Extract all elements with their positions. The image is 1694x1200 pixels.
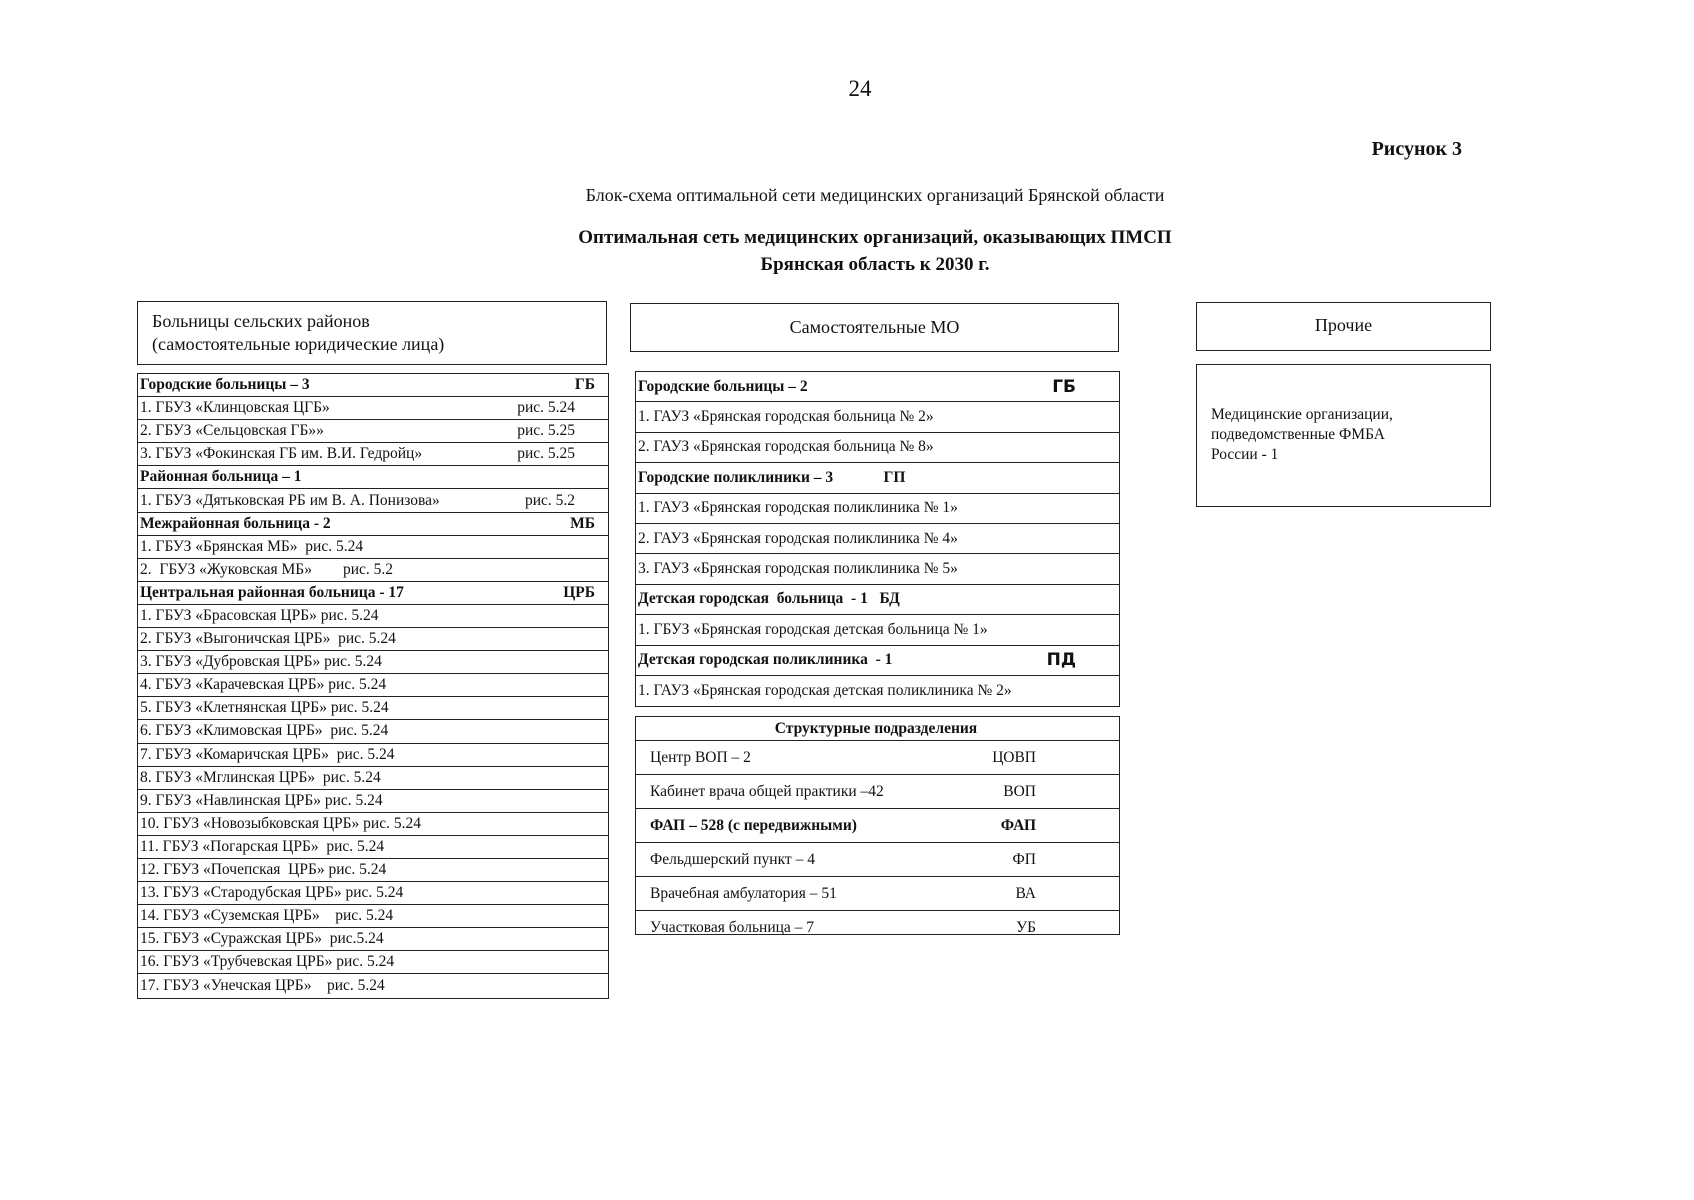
other-header: Прочие <box>1196 302 1491 351</box>
structural-unit-row <box>636 741 1119 775</box>
row-text: 7. ГБУЗ «Комаричская ЦРБ» рис. 5.24 <box>140 745 395 763</box>
rural-hospitals-header <box>137 301 607 365</box>
row-text: 1. ГБУЗ «Клинцовская ЦГБ» <box>140 399 330 417</box>
type-code: ГБ <box>574 376 595 394</box>
rural-hospital-row <box>138 951 608 974</box>
row-text: 3. ГБУЗ «Фокинская ГБ им. В.И. Гедройц» <box>140 445 423 463</box>
subtitle-line-2: Брянская область к 2030 г. <box>760 254 990 275</box>
rural-hospital-row <box>138 720 608 743</box>
row-text: 2. ГАУЗ «Брянская городская поликлиника № 4» <box>638 529 958 547</box>
subtitle-line-1: Оптимальная сеть медицинских организаций, оказывающих ПМСП <box>578 227 1172 248</box>
type-code: ВА <box>1015 884 1036 902</box>
figure-reference: рис. 5.25 <box>517 422 575 440</box>
row-text: 8. ГБУЗ «Мглинская ЦРБ» рис. 5.24 <box>140 768 381 786</box>
rural-hospital-row <box>138 905 608 928</box>
row-text: Детская городская поликлиника - 1 <box>638 651 893 669</box>
independent-mo-row <box>636 554 1119 584</box>
rural-hospital-row <box>138 882 608 905</box>
figure-label: Рисунок 3 <box>1371 138 1462 160</box>
type-code: ЦОВП <box>992 748 1036 766</box>
row-text: 3. ГБУЗ «Дубровская ЦРБ» рис. 5.24 <box>140 653 382 671</box>
rural-hospital-row <box>138 513 608 536</box>
independent-mo-row <box>636 372 1119 402</box>
independent-mo-row <box>636 524 1119 554</box>
page-number: 24 <box>848 76 872 101</box>
rural-hospital-row <box>138 790 608 813</box>
independent-mo-row <box>636 615 1119 645</box>
independent-mo-row <box>636 463 1119 493</box>
rural-hospital-row <box>138 420 608 443</box>
row-text: 15. ГБУЗ «Суражская ЦРБ» рис.5.24 <box>140 930 384 948</box>
structural-unit-row <box>636 809 1119 843</box>
row-text: 12. ГБУЗ «Почепская ЦРБ» рис. 5.24 <box>140 861 387 879</box>
row-text: 1. ГБУЗ «Брянская городская детская больница № 1» <box>638 620 988 638</box>
row-text: Межрайонная больница - 2 <box>140 514 331 532</box>
rural-hospital-row <box>138 674 608 697</box>
rural-hospital-row <box>138 559 608 582</box>
independent-mo-table <box>635 371 1120 707</box>
independent-mo-row <box>636 494 1119 524</box>
rural-hospital-row <box>138 489 608 512</box>
row-text: Городские поликлиники – 3 ГП <box>638 468 906 486</box>
row-text: Центр ВОП – 2 <box>650 748 751 766</box>
row-text: 1. ГАУЗ «Брянская городская поликлиника № 1» <box>638 499 958 517</box>
row-text: 2. ГАУЗ «Брянская городская больница № 8» <box>638 438 934 456</box>
rural-hospital-row <box>138 605 608 628</box>
independent-mo-row <box>636 646 1119 676</box>
type-code: МБ <box>570 514 595 532</box>
type-code: ЦРБ <box>563 583 595 601</box>
rural-hospital-row <box>138 813 608 836</box>
row-text: Городские больницы – 3 <box>140 376 310 394</box>
row-text: 2. ГБУЗ «Жуковская МБ» рис. 5.2 <box>140 560 393 578</box>
rural-hospital-row <box>138 374 608 397</box>
rural-hospital-row <box>138 836 608 859</box>
row-text: 1. ГБУЗ «Брянская МБ» рис. 5.24 <box>140 537 364 555</box>
type-code: ПД <box>1046 650 1076 671</box>
row-text: Кабинет врача общей практики –42 <box>650 782 884 800</box>
rural-hospital-row <box>138 443 608 466</box>
network-subtitle <box>0 224 1694 278</box>
row-text: 1. ГБУЗ «Брасовская ЦРБ» рис. 5.24 <box>140 606 379 624</box>
type-code: ВОП <box>1003 782 1036 800</box>
fmba-line-1: Медицинские организации, <box>1211 406 1393 423</box>
row-text: 11. ГБУЗ «Погарская ЦРБ» рис. 5.24 <box>140 837 385 855</box>
row-text: Врачебная амбулатория – 51 <box>650 884 837 902</box>
fmba-orgs-box <box>1196 364 1491 507</box>
figure-reference: рис. 5.25 <box>517 445 575 463</box>
independent-mo-row <box>636 676 1119 706</box>
rural-hospital-row <box>138 767 608 790</box>
rural-hospital-row <box>138 628 608 651</box>
rural-hospital-row <box>138 582 608 605</box>
row-text: ФАП – 528 (с передвижными) <box>650 816 857 834</box>
fmba-line-2: подведомственные ФМБА <box>1211 426 1385 443</box>
row-text: 5. ГБУЗ «Клетнянская ЦРБ» рис. 5.24 <box>140 699 389 717</box>
row-text: 1. ГБУЗ «Дятьковская РБ им В. А. Понизова» <box>140 491 440 509</box>
rural-hospital-row <box>138 466 608 489</box>
rural-hospital-row <box>138 397 608 420</box>
row-text: Фельдшерский пункт – 4 <box>650 850 815 868</box>
row-text: 1. ГАУЗ «Брянская городская больница № 2» <box>638 408 934 426</box>
row-text: 2. ГБУЗ «Выгоничская ЦРБ» рис. 5.24 <box>140 630 396 648</box>
figure-reference: рис. 5.24 <box>517 399 575 417</box>
rural-header-line-2: (самостоятельные юридические лица) <box>152 334 445 354</box>
row-text: 1. ГАУЗ «Брянская городская детская поликлиника № 2» <box>638 682 1012 700</box>
rural-hospital-row <box>138 859 608 882</box>
row-text: Детская городская больница - 1 БД <box>638 590 900 608</box>
rural-hospital-row <box>138 974 608 997</box>
independent-mo-row <box>636 402 1119 432</box>
type-code: ФАП <box>1000 816 1036 834</box>
type-code: ФП <box>1012 850 1036 868</box>
type-code: ГБ <box>1052 376 1076 397</box>
row-text: 13. ГБУЗ «Стародубская ЦРБ» рис. 5.24 <box>140 884 404 902</box>
row-text: 17. ГБУЗ «Унечская ЦРБ» рис. 5.24 <box>140 976 385 994</box>
row-text: 3. ГАУЗ «Брянская городская поликлиника № 5» <box>638 560 958 578</box>
row-text: 6. ГБУЗ «Климовская ЦРБ» рис. 5.24 <box>140 722 389 740</box>
row-text: Районная больница – 1 <box>140 468 302 486</box>
independent-mo-row <box>636 433 1119 463</box>
structural-unit-row <box>636 843 1119 877</box>
rural-hospital-row <box>138 651 608 674</box>
rural-hospital-row <box>138 928 608 951</box>
structural-unit-row <box>636 877 1119 911</box>
rural-hospital-row <box>138 536 608 559</box>
row-text: Городские больницы – 2 <box>638 377 808 395</box>
figure-caption: Блок-схема оптимальной сети медицинских организаций Брянской области <box>585 185 1165 205</box>
row-text: Участковая больница – 7 <box>650 919 815 936</box>
row-text: 2. ГБУЗ «Сельцовская ГБ»» <box>140 422 324 440</box>
independent-mo-row <box>636 585 1119 615</box>
independent-mo-header: Самостоятельные МО <box>630 303 1119 352</box>
rural-hospital-row <box>138 744 608 767</box>
structural-unit-row <box>636 775 1119 809</box>
figure-reference: рис. 5.2 <box>524 491 575 509</box>
rural-hospitals-table <box>137 373 609 999</box>
structural-unit-row <box>636 911 1119 945</box>
rural-header-line-1: Больницы сельских районов <box>152 311 370 331</box>
structural-units-table <box>635 716 1120 935</box>
row-text: 16. ГБУЗ «Трубчевская ЦРБ» рис. 5.24 <box>140 953 395 971</box>
fmba-line-3: России - 1 <box>1211 446 1279 463</box>
row-text: 10. ГБУЗ «Новозыбковская ЦРБ» рис. 5.24 <box>140 814 421 832</box>
row-text: 4. ГБУЗ «Карачевская ЦРБ» рис. 5.24 <box>140 676 387 694</box>
row-text: 14. ГБУЗ «Суземская ЦРБ» рис. 5.24 <box>140 907 394 925</box>
structural-units-title: Структурные подразделения <box>636 717 1119 741</box>
row-text: Центральная районная больница - 17 <box>140 583 404 601</box>
rural-hospital-row <box>138 697 608 720</box>
row-text: 9. ГБУЗ «Навлинская ЦРБ» рис. 5.24 <box>140 791 383 809</box>
type-code: УБ <box>1016 919 1036 936</box>
